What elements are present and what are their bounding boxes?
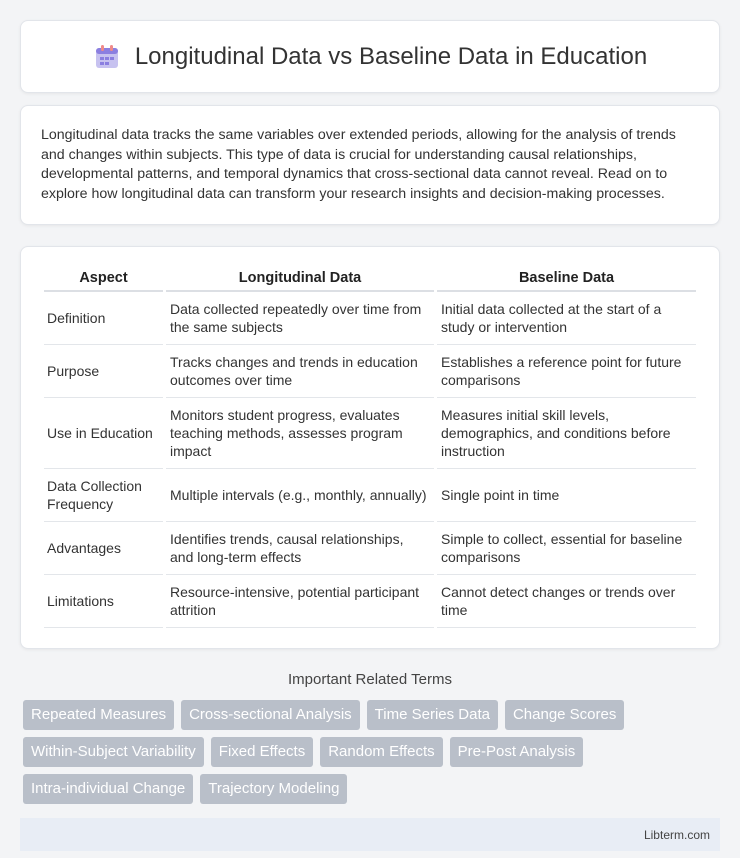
row-baseline: Initial data collected at the start of a study or intervention [437, 292, 696, 345]
row-longitudinal: Multiple intervals (e.g., monthly, annually) [166, 469, 434, 522]
row-aspect: Advantages [44, 522, 163, 575]
row-longitudinal: Resource-intensive, potential participant attrition [166, 575, 434, 628]
intro-card [20, 105, 720, 225]
row-baseline: Establishes a reference point for future comparisons [437, 345, 696, 398]
related-term-tag[interactable]: Pre-Post Analysis [450, 737, 584, 767]
row-aspect: Use in Education [44, 398, 163, 469]
calendar-icon [93, 43, 121, 71]
row-aspect: Definition [44, 292, 163, 345]
table-row [44, 522, 696, 575]
row-baseline: Cannot detect changes or trends over time [437, 575, 696, 628]
related-term-tag[interactable]: Within-Subject Variability [23, 737, 204, 767]
related-term-tag[interactable]: Trajectory Modeling [200, 774, 347, 804]
row-baseline: Simple to collect, essential for baseline comparisons [437, 522, 696, 575]
related-terms-list [20, 700, 720, 804]
row-longitudinal: Monitors student progress, evaluates teaching methods, assesses program impact [166, 398, 434, 469]
comparison-table [41, 263, 699, 628]
related-term-tag[interactable]: Fixed Effects [211, 737, 313, 767]
row-longitudinal: Data collected repeatedly over time from the same subjects [166, 292, 434, 345]
table-header-row [44, 263, 696, 292]
table-row [44, 345, 696, 398]
related-term-tag[interactable]: Change Scores [505, 700, 624, 730]
related-term-tag[interactable]: Repeated Measures [23, 700, 174, 730]
row-longitudinal: Tracks changes and trends in education outcomes over time [166, 345, 434, 398]
table-row [44, 292, 696, 345]
header-longitudinal: Longitudinal Data [166, 263, 434, 292]
related-term-tag[interactable]: Intra-individual Change [23, 774, 193, 804]
comparison-table-card [20, 246, 720, 649]
related-terms-title: Important Related Terms [288, 671, 452, 688]
table-row [44, 469, 696, 522]
table-row [44, 398, 696, 469]
footer [20, 818, 720, 851]
header-baseline: Baseline Data [437, 263, 696, 292]
row-aspect: Data Collection Frequency [44, 469, 163, 522]
page-title: Longitudinal Data vs Baseline Data in Education [134, 42, 648, 70]
related-term-tag[interactable]: Cross-sectional Analysis [181, 700, 360, 730]
row-longitudinal: Identifies trends, causal relationships, and long-term effects [166, 522, 434, 575]
row-baseline: Measures initial skill levels, demographics, and conditions before instruction [437, 398, 696, 469]
header-aspect: Aspect [44, 263, 163, 292]
row-aspect: Limitations [44, 575, 163, 628]
intro-text: Longitudinal data tracks the same variables over extended periods, allowing for the analysis of trends and changes within subjects. This type of data is crucial for understanding causal relationships, developmental patterns, and temporal dynamics that cross-sectional data cannot reveal. Read on to explore how longitudinal data can transform your research insights and decision-making processes. [41, 127, 676, 202]
table-row [44, 575, 696, 628]
row-aspect: Purpose [44, 345, 163, 398]
row-baseline: Single point in time [437, 469, 696, 522]
title-card [20, 20, 720, 93]
footer-brand[interactable]: Libterm.com [643, 827, 710, 842]
related-term-tag[interactable]: Random Effects [320, 737, 442, 767]
related-term-tag[interactable]: Time Series Data [367, 700, 498, 730]
